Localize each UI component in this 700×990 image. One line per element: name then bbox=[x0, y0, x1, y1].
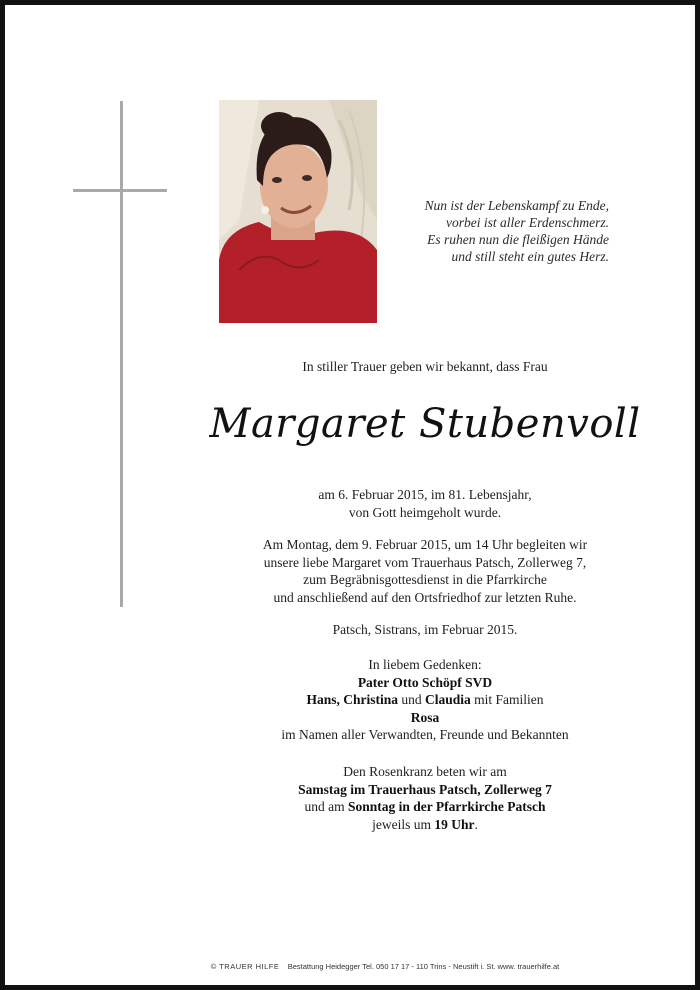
cross-horizontal-bar bbox=[73, 189, 167, 192]
funeral-line: und anschließend auf den Ortsfriedhof zur letzten Ruhe. bbox=[273, 589, 577, 605]
cross-vertical-bar bbox=[120, 101, 123, 607]
funeral-details bbox=[165, 536, 685, 606]
mourner-and: und bbox=[398, 692, 425, 707]
footer bbox=[155, 962, 615, 971]
rosary-period: . bbox=[474, 816, 478, 832]
mourner-names: Hans, Christina bbox=[306, 692, 398, 707]
rosary-each: jeweils um bbox=[372, 816, 435, 832]
intro-text bbox=[165, 358, 685, 376]
rosary-and: und am bbox=[304, 799, 348, 814]
funeral-line: unsere liebe Margaret vom Trauerhaus Patsch, Zollerweg 7, bbox=[263, 554, 587, 570]
portrait-photo bbox=[219, 100, 377, 323]
footer-brand: © TRAUER HILFE bbox=[210, 962, 280, 971]
mourner-claudia: Claudia bbox=[425, 692, 471, 707]
poem-line: und still steht ein gutes Herz. bbox=[451, 249, 609, 264]
rosary-time: 19 Uhr bbox=[434, 816, 475, 832]
memory-section bbox=[165, 656, 685, 744]
mourner-family-line bbox=[165, 691, 685, 709]
mourner-families: mit Familien bbox=[470, 692, 544, 707]
deceased-name: Margaret Stubenvoll bbox=[209, 401, 641, 447]
intro-line: In stiller Trauer geben wir bekannt, dass Frau bbox=[302, 359, 548, 374]
mourner-relatives: im Namen aller Verwandten, Freunde und Bekannten bbox=[281, 727, 569, 742]
rosary-notice bbox=[165, 763, 685, 833]
footer-contact: Bestattung Heidegger Tel. 050 17 17 - 110 Trins - Neustift i. St. www. trauerhilfe.at bbox=[287, 962, 560, 971]
memory-heading: In liebem Gedenken: bbox=[368, 657, 482, 672]
rosary-line: Den Rosenkranz beten wir am bbox=[343, 764, 507, 779]
funeral-line: Am Montag, dem 9. Februar 2015, um 14 Uhr begleiten wir bbox=[262, 537, 588, 552]
passing-notice bbox=[165, 486, 685, 521]
passing-line: am 6. Februar 2015, im 81. Lebensjahr, bbox=[318, 487, 532, 502]
rosary-sunday-line bbox=[165, 798, 685, 816]
passing-line: von Gott heimgeholt wurde. bbox=[348, 504, 502, 520]
poem-line: Es ruhen nun die fleißigen Hände bbox=[427, 232, 609, 247]
funeral-line: zum Begräbnisgottesdienst in die Pfarrkirche bbox=[303, 572, 547, 587]
rosary-sunday: Sonntag in der Pfarrkirche Patsch bbox=[348, 799, 546, 814]
mourner-rosa: Rosa bbox=[410, 709, 440, 725]
place-date-line: Patsch, Sistrans, im Februar 2015. bbox=[332, 622, 518, 637]
poem-line: vorbei ist aller Erdenschmerz. bbox=[446, 215, 609, 230]
mourner-priest: Pater Otto Schöpf SVD bbox=[357, 674, 493, 690]
rosary-saturday: Samstag im Trauerhaus Patsch, Zollerweg 7 bbox=[298, 781, 552, 797]
place-date bbox=[165, 621, 685, 639]
poem-line: Nun ist der Lebenskampf zu Ende, bbox=[424, 198, 609, 213]
memorial-poem bbox=[385, 197, 609, 265]
rosary-time-line bbox=[165, 816, 685, 834]
